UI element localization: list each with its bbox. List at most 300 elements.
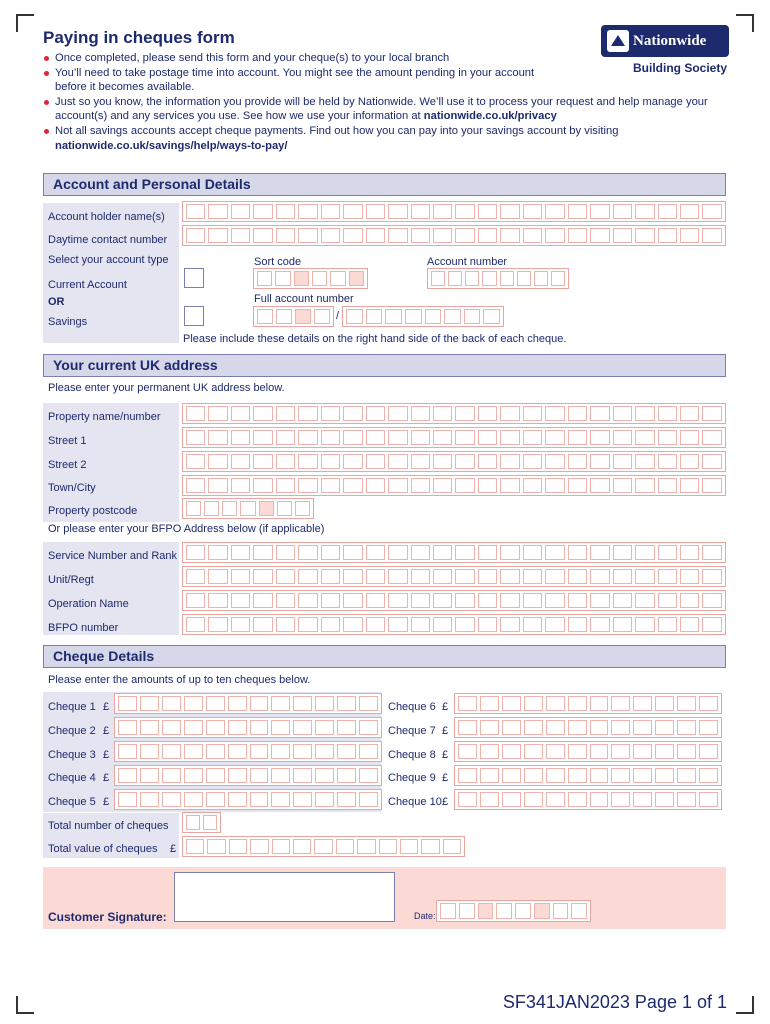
account-number-input[interactable] [427, 268, 569, 289]
input-cell [321, 204, 340, 219]
input-cell [277, 501, 292, 516]
input-cell [359, 744, 378, 759]
input-cell [444, 309, 461, 324]
input-cell [231, 430, 250, 445]
input-cell [500, 545, 519, 560]
daytime-contact-input[interactable] [182, 225, 726, 246]
input-cell [699, 792, 718, 807]
input-cell [411, 617, 430, 632]
corner-mark-top-left [16, 14, 34, 32]
input-cell [421, 839, 439, 854]
input-cell [677, 696, 696, 711]
input-cell [500, 593, 519, 608]
input-cell [455, 617, 474, 632]
input-cell [433, 228, 452, 243]
input-cell [458, 720, 477, 735]
privacy-link[interactable]: nationwide.co.uk/privacy [423, 110, 557, 123]
input-cell [635, 593, 654, 608]
input-cell [315, 720, 334, 735]
input-cell [276, 593, 295, 608]
total-number-input[interactable] [182, 812, 221, 833]
input-cell [613, 406, 632, 421]
input-cell [431, 271, 445, 286]
input-cell [658, 593, 677, 608]
input-cell [359, 720, 378, 735]
input-cell [455, 406, 474, 421]
input-cell [515, 903, 531, 919]
cheque-4-input[interactable] [114, 765, 382, 786]
section-cheque-heading: Cheque Details [43, 645, 726, 668]
input-cell [330, 271, 345, 286]
input-cell [635, 430, 654, 445]
input-cell [478, 406, 497, 421]
footer-page-code: SF341JAN2023 Page 1 of 1 [502, 992, 727, 1012]
input-cell [458, 696, 477, 711]
input-cell [590, 430, 609, 445]
input-cell [546, 696, 565, 711]
input-cell [162, 792, 181, 807]
input-cell [207, 839, 225, 854]
input-cell [259, 501, 274, 516]
property-name-input[interactable] [182, 403, 726, 424]
total-number-label: Total number of cheques [48, 820, 169, 832]
cheque-2-currency: £ [103, 725, 110, 737]
input-cell [655, 720, 674, 735]
input-cell [496, 903, 512, 919]
input-cell [478, 228, 497, 243]
input-cell [568, 617, 587, 632]
input-cell [590, 406, 609, 421]
input-cell [658, 228, 677, 243]
input-cell [655, 768, 674, 783]
input-cell [140, 768, 159, 783]
input-cell [502, 792, 521, 807]
input-cell [366, 545, 385, 560]
input-cell [400, 839, 418, 854]
input-cell [293, 839, 311, 854]
input-cell [613, 204, 632, 219]
section-account-heading: Account and Personal Details [43, 173, 726, 196]
input-cell [655, 696, 674, 711]
input-cell [523, 228, 542, 243]
input-cell [293, 696, 312, 711]
input-cell [464, 309, 481, 324]
cheque-9-label: Cheque 9 [388, 772, 436, 784]
input-cell [276, 545, 295, 560]
date-input[interactable] [436, 900, 591, 922]
input-cell [613, 478, 632, 493]
input-cell [590, 720, 609, 735]
input-cell [321, 406, 340, 421]
unit-regt-label: Unit/Regt [48, 574, 94, 586]
input-cell [611, 792, 630, 807]
savings-label: Savings [48, 316, 88, 328]
input-cell [162, 768, 181, 783]
input-cell [455, 569, 474, 584]
input-cell [257, 309, 273, 324]
input-cell [433, 204, 452, 219]
input-cell [677, 744, 696, 759]
input-cell [184, 696, 203, 711]
unit-regt-input[interactable] [182, 566, 726, 587]
input-cell [633, 744, 652, 759]
input-cell [568, 204, 587, 219]
input-cell [568, 478, 587, 493]
input-cell [298, 454, 317, 469]
input-cell [250, 696, 269, 711]
input-cell [702, 593, 721, 608]
input-cell [314, 309, 330, 324]
input-cell [276, 309, 292, 324]
service-number-input[interactable] [182, 542, 726, 563]
input-cell [231, 545, 250, 560]
input-cell [186, 593, 205, 608]
address-intro: Please enter your permanent UK address below. [48, 382, 285, 394]
corner-mark-bottom-left [16, 996, 34, 1014]
corner-mark-top-right [736, 14, 754, 32]
input-cell [208, 454, 227, 469]
input-cell [480, 720, 499, 735]
input-cell [343, 617, 362, 632]
corner-mark-bottom-right [736, 996, 754, 1014]
input-cell [524, 744, 543, 759]
cheque-1-currency: £ [103, 701, 110, 713]
input-cell [343, 593, 362, 608]
input-cell [184, 720, 203, 735]
input-cell [568, 593, 587, 608]
cheque-5-label: Cheque 5 [48, 796, 96, 808]
signature-label: Customer Signature: [48, 910, 167, 924]
input-cell [523, 406, 542, 421]
input-cell [162, 696, 181, 711]
input-cell [276, 204, 295, 219]
input-cell [524, 768, 543, 783]
input-cell [276, 228, 295, 243]
town-city-input[interactable] [182, 475, 726, 496]
input-cell [523, 454, 542, 469]
input-cell [321, 430, 340, 445]
input-cell [271, 792, 290, 807]
input-cell [229, 839, 247, 854]
input-cell [204, 501, 219, 516]
input-cell [276, 454, 295, 469]
cheque-8-label: Cheque 8 [388, 749, 436, 761]
input-cell [568, 768, 587, 783]
cheque-10-input[interactable] [454, 789, 722, 810]
input-cell [478, 454, 497, 469]
input-cell [271, 768, 290, 783]
input-cell [184, 768, 203, 783]
input-cell [228, 720, 247, 735]
input-cell [568, 720, 587, 735]
savings-checkbox[interactable] [184, 306, 204, 326]
input-cell [613, 430, 632, 445]
input-cell [253, 228, 272, 243]
input-cell [118, 696, 137, 711]
input-cell [276, 406, 295, 421]
input-cell [140, 744, 159, 759]
logo-subtitle: Building Society [633, 61, 728, 75]
input-cell [590, 696, 609, 711]
input-cell [478, 617, 497, 632]
input-cell [366, 454, 385, 469]
input-cell [590, 204, 609, 219]
input-cell [635, 204, 654, 219]
cheque-6-label: Cheque 6 [388, 701, 436, 713]
input-cell [590, 569, 609, 584]
input-cell [366, 478, 385, 493]
input-cell [140, 720, 159, 735]
input-cell [658, 430, 677, 445]
input-cell [231, 593, 250, 608]
input-cell [366, 204, 385, 219]
cheque-9-input[interactable] [454, 765, 722, 786]
input-cell [346, 309, 363, 324]
input-cell [276, 478, 295, 493]
input-cell [411, 545, 430, 560]
input-cell [478, 903, 494, 919]
input-cell [343, 454, 362, 469]
input-cell [702, 228, 721, 243]
cheque-5-input[interactable] [114, 789, 382, 810]
input-cell [448, 271, 462, 286]
input-cell [162, 720, 181, 735]
input-cell [337, 744, 356, 759]
input-cell [186, 617, 205, 632]
daytime-contact-label: Daytime contact number [48, 234, 168, 246]
input-cell [206, 744, 225, 759]
input-cell [545, 454, 564, 469]
input-cell [298, 617, 317, 632]
input-cell [633, 696, 652, 711]
input-cell [271, 744, 290, 759]
input-cell [271, 720, 290, 735]
input-cell [455, 593, 474, 608]
input-cell [298, 478, 317, 493]
input-cell [385, 309, 402, 324]
input-cell [388, 204, 407, 219]
input-cell [635, 545, 654, 560]
input-cell [295, 501, 310, 516]
street2-label: Street 2 [48, 459, 87, 471]
input-cell [293, 744, 312, 759]
input-cell [222, 501, 237, 516]
input-cell [357, 839, 375, 854]
input-cell [699, 768, 718, 783]
input-cell [455, 430, 474, 445]
input-cell [206, 792, 225, 807]
input-cell [502, 768, 521, 783]
cheque-6-input[interactable] [454, 693, 722, 714]
sort-code-input[interactable] [253, 268, 368, 289]
cheque-1-input[interactable] [114, 693, 382, 714]
cheque-3-input[interactable] [114, 741, 382, 762]
cheque-2-input[interactable] [114, 717, 382, 738]
input-cell [411, 204, 430, 219]
cheque-intro: Please enter the amounts of up to ten cheques below. [48, 674, 311, 686]
operation-name-input[interactable] [182, 590, 726, 611]
input-cell [206, 696, 225, 711]
input-cell [480, 792, 499, 807]
input-cell [298, 593, 317, 608]
input-cell [568, 569, 587, 584]
savings-link[interactable]: nationwide.co.uk/savings/help/ways-to-pay/ [55, 139, 288, 152]
input-cell [315, 792, 334, 807]
input-cell [480, 768, 499, 783]
input-cell [455, 454, 474, 469]
input-cell [545, 569, 564, 584]
input-cell [677, 768, 696, 783]
section-address-heading: Your current UK address [43, 354, 726, 377]
input-cell [443, 839, 461, 854]
input-cell [480, 696, 499, 711]
input-cell [680, 478, 699, 493]
input-cell [433, 569, 452, 584]
input-cell [568, 792, 587, 807]
street1-label: Street 1 [48, 435, 87, 447]
input-cell [523, 545, 542, 560]
page-title: Paying in cheques form [43, 28, 235, 47]
input-cell [321, 545, 340, 560]
account-slash: / [336, 310, 340, 322]
account-note: Please include these details on the right hand side of the back of each cheque. [183, 333, 567, 345]
input-cell [250, 744, 269, 759]
input-cell [343, 204, 362, 219]
input-cell [590, 545, 609, 560]
input-cell [524, 720, 543, 735]
input-cell [228, 792, 247, 807]
input-cell [658, 454, 677, 469]
input-cell [343, 228, 362, 243]
intro-bullet-privacy [43, 95, 733, 124]
intro-bullet-savings [43, 124, 733, 153]
input-cell [253, 406, 272, 421]
cheque-7-input[interactable] [454, 717, 722, 738]
input-cell [359, 768, 378, 783]
input-cell [253, 204, 272, 219]
input-cell [590, 454, 609, 469]
sort-code-label: Sort code [254, 256, 302, 268]
input-cell [568, 696, 587, 711]
cheque-9-currency: £ [442, 772, 449, 784]
input-cell [545, 406, 564, 421]
input-cell [590, 478, 609, 493]
input-cell [545, 228, 564, 243]
input-cell [298, 545, 317, 560]
full-account-prefix-input[interactable] [253, 306, 334, 327]
input-cell [184, 744, 203, 759]
signature-input[interactable] [174, 872, 395, 922]
input-cell [546, 768, 565, 783]
input-cell [257, 271, 272, 286]
input-cell [553, 903, 569, 919]
input-cell [411, 454, 430, 469]
input-cell [680, 593, 699, 608]
cheque-4-currency: £ [103, 772, 110, 784]
cheque-8-currency: £ [442, 749, 449, 761]
input-cell [545, 545, 564, 560]
input-cell [478, 593, 497, 608]
input-cell [253, 593, 272, 608]
input-cell [275, 271, 290, 286]
input-cell [458, 744, 477, 759]
input-cell [613, 545, 632, 560]
input-cell [298, 569, 317, 584]
input-cell [186, 454, 205, 469]
operation-name-label: Operation Name [48, 598, 129, 610]
total-value-currency: £ [170, 843, 177, 855]
input-cell [480, 744, 499, 759]
input-cell [343, 569, 362, 584]
input-cell [231, 406, 250, 421]
input-cell [658, 406, 677, 421]
street2-input[interactable] [182, 451, 726, 472]
input-cell [545, 478, 564, 493]
input-cell [293, 792, 312, 807]
input-cell [118, 744, 137, 759]
cheque-7-label: Cheque 7 [388, 725, 436, 737]
bfpo-number-input[interactable] [182, 614, 726, 635]
cheque-4-label: Cheque 4 [48, 772, 96, 784]
input-cell [349, 271, 364, 286]
input-cell [253, 430, 272, 445]
input-cell [534, 903, 550, 919]
input-cell [231, 617, 250, 632]
input-cell [295, 309, 311, 324]
input-cell [276, 430, 295, 445]
input-cell [366, 228, 385, 243]
full-account-number-input[interactable] [342, 306, 504, 327]
input-cell [228, 696, 247, 711]
input-cell [523, 430, 542, 445]
account-number-label: Account number [427, 256, 508, 268]
input-cell [366, 569, 385, 584]
bfpo-intro: Or please enter your BFPO Address below (if applicable) [48, 523, 325, 535]
input-cell [635, 406, 654, 421]
total-value-input[interactable] [182, 836, 465, 857]
account-holder-input[interactable] [182, 201, 726, 222]
input-cell [699, 744, 718, 759]
input-cell [228, 768, 247, 783]
input-cell [271, 696, 290, 711]
input-cell [433, 478, 452, 493]
current-account-checkbox[interactable] [184, 268, 204, 288]
input-cell [314, 839, 332, 854]
logo-text: Nationwide [633, 32, 707, 49]
input-cell [186, 478, 205, 493]
input-cell [240, 501, 255, 516]
input-cell [366, 593, 385, 608]
input-cell [702, 204, 721, 219]
input-cell [231, 569, 250, 584]
input-cell [343, 430, 362, 445]
input-cell [294, 271, 309, 286]
street1-input[interactable] [182, 427, 726, 448]
input-cell [699, 696, 718, 711]
input-cell [186, 228, 205, 243]
input-cell [571, 903, 587, 919]
input-cell [276, 569, 295, 584]
input-cell [315, 768, 334, 783]
input-cell [366, 406, 385, 421]
input-cell [337, 720, 356, 735]
input-cell [359, 696, 378, 711]
input-cell [482, 271, 496, 286]
postcode-input[interactable] [182, 498, 314, 519]
full-account-number-label: Full account number [254, 293, 354, 305]
cheque-8-input[interactable] [454, 741, 722, 762]
input-cell [208, 593, 227, 608]
